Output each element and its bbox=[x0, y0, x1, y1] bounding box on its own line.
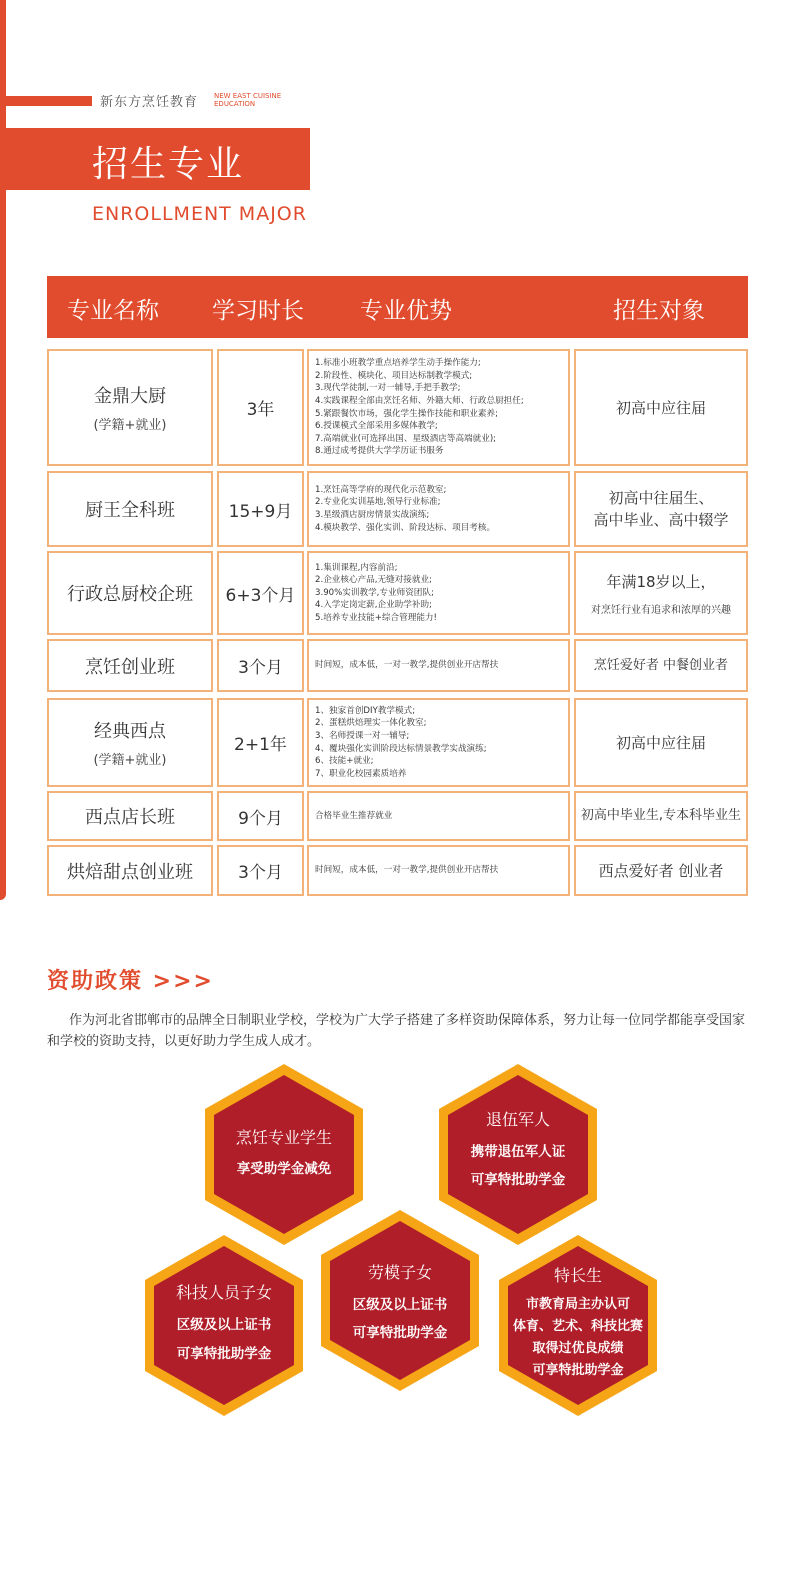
target-cell bbox=[574, 639, 748, 692]
target-text: 初高中应往届 bbox=[615, 733, 706, 752]
section-title: 招生专业 bbox=[92, 144, 245, 185]
duration: 15+9月 bbox=[228, 501, 293, 522]
target-cell bbox=[574, 471, 748, 547]
major-name: 行政总厨校企班 bbox=[67, 584, 193, 605]
hexagon-title: 退伍军人 bbox=[485, 1110, 550, 1129]
advantage-line: 6.授课模式全部采用多媒体教学; bbox=[315, 421, 438, 432]
brand-name-en: NEW EAST CUISINE EDUCATION bbox=[214, 92, 282, 108]
advantage-line: 合格毕业生推荐就业 bbox=[315, 810, 393, 821]
target-cell bbox=[574, 551, 748, 635]
major-name-cell bbox=[47, 639, 213, 692]
policy-hexagon bbox=[143, 1233, 305, 1418]
duration-cell bbox=[217, 551, 304, 635]
advantage-line: 1.烹饪高等学府的现代化示范教室; bbox=[315, 484, 447, 495]
duration-cell bbox=[217, 698, 304, 787]
brand-divider bbox=[0, 96, 92, 106]
advantage-cell bbox=[307, 551, 570, 635]
major-name: 烹饪创业班 bbox=[85, 656, 175, 678]
target-text: 初高中应往届 bbox=[615, 398, 706, 417]
hexagon-line: 可享特批助学金 bbox=[532, 1363, 624, 1378]
major-name-cell bbox=[47, 551, 213, 635]
advantage-line: 7.高端就业(可选择出国、星级酒店等高端就业); bbox=[315, 433, 497, 444]
hexagon-title: 劳模子女 bbox=[367, 1263, 432, 1282]
target-text: 初高中毕业生,专本科毕业生 bbox=[580, 808, 742, 823]
advantage-cell bbox=[307, 845, 570, 896]
advantage-line: 时间短，成本低，一对一教学,提供创业开店帮扶 bbox=[315, 660, 499, 671]
header-target: 招生对象 bbox=[613, 298, 705, 324]
advantage-cell bbox=[307, 471, 570, 547]
hexagon-line: 享受助学金减免 bbox=[236, 1161, 332, 1177]
target-text: 西点爱好者 创业者 bbox=[598, 861, 724, 880]
hexagon-line: 体育、艺术、科技比赛 bbox=[512, 1319, 643, 1334]
duration: 3年 bbox=[246, 400, 275, 420]
major-name: 厨王全科班 bbox=[85, 500, 175, 521]
advantage-line: 4.入学定岗定薪,企业助学补助; bbox=[315, 600, 432, 611]
major-name-cell bbox=[47, 791, 213, 841]
advantage-line: 8.通过成考提供大学学历证书服务 bbox=[315, 446, 444, 457]
hexagon-line: 区级及以上证书 bbox=[176, 1317, 272, 1333]
major-name: 烘焙甜点创业班 bbox=[67, 861, 193, 883]
major-name: 金鼎大厨 bbox=[94, 386, 166, 407]
duration: 9个月 bbox=[238, 808, 283, 829]
target-text: 年满18岁以上， bbox=[606, 572, 716, 591]
advantage-cell bbox=[307, 349, 570, 466]
duration: 6+3个月 bbox=[225, 585, 296, 606]
hexagon-line: 取得过优良成绩 bbox=[532, 1341, 624, 1356]
duration: 2+1年 bbox=[234, 735, 287, 755]
advantage-line: 时间短，成本低，一对一教学,提供创业开店帮扶 bbox=[315, 865, 499, 876]
section-subtitle: ENROLLMENT MAJOR bbox=[92, 203, 307, 225]
advantage-cell bbox=[307, 639, 570, 692]
advantage-line: 2.阶段性、模块化、项目达标制教学模式; bbox=[315, 370, 473, 381]
advantage-line: 4、覆块强化实训阶段达标情景教学实战演练; bbox=[315, 743, 487, 754]
major-name-cell bbox=[47, 845, 213, 896]
target-text: 初高中往届生、 bbox=[608, 489, 714, 507]
major-name: 西点店长班 bbox=[85, 807, 175, 828]
advantage-line: 6、技能+就业; bbox=[315, 756, 374, 767]
major-note: (学籍+就业) bbox=[93, 418, 167, 433]
advantage-line: 2.专业化实训基地,领导行业标准; bbox=[315, 497, 441, 508]
target-note: 对烹饪行业有追求和浓厚的兴趣 bbox=[591, 604, 731, 616]
advantage-line: 5.培养专业技能+综合管理能力! bbox=[315, 612, 437, 623]
hexagon-title: 科技人员子女 bbox=[175, 1283, 272, 1302]
major-name-cell bbox=[47, 698, 213, 787]
advantage-line: 3.星级酒店厨房情景实战演练; bbox=[315, 510, 430, 520]
duration-cell bbox=[217, 471, 304, 547]
advantage-line: 1、独家首创DIY教学模式; bbox=[315, 705, 416, 716]
advantage-cell bbox=[307, 698, 570, 787]
advantage-line: 5.紧跟餐饮市场，强化学生操作技能和职业素养; bbox=[315, 408, 498, 419]
advantage-line: 2.企业核心产品,无缝对接就业; bbox=[315, 575, 432, 586]
duration: 3个月 bbox=[238, 863, 283, 883]
advantage-cell bbox=[307, 791, 570, 841]
header-major: 专业名称 bbox=[67, 298, 159, 324]
policy-hexagon bbox=[497, 1233, 659, 1418]
hexagon-line: 市教育局主办认可 bbox=[525, 1297, 630, 1312]
hexagon-title: 烹饪专业学生 bbox=[235, 1128, 332, 1147]
major-name: 经典西点 bbox=[94, 721, 166, 742]
advantage-line: 1.集训课程,内容前沿; bbox=[315, 562, 398, 573]
advantage-line: 3.90%实训教学,专业师资团队; bbox=[315, 587, 434, 598]
table-header bbox=[47, 276, 748, 338]
duration-cell bbox=[217, 349, 304, 466]
hexagon-line: 可享特批助学金 bbox=[352, 1325, 448, 1341]
major-note: (学籍+就业) bbox=[93, 753, 167, 768]
hexagon-line: 区级及以上证书 bbox=[352, 1297, 448, 1313]
major-name-cell bbox=[47, 471, 213, 547]
hexagon-line: 可享特批助学金 bbox=[176, 1346, 272, 1362]
brand-name-cn: 新东方烹饪教育 bbox=[100, 95, 199, 110]
duration: 3个月 bbox=[238, 658, 283, 678]
policy-title: 资助政策 >>> bbox=[47, 969, 214, 994]
target-cell bbox=[574, 349, 748, 466]
duration-cell bbox=[217, 845, 304, 896]
advantage-line: 3、名师授课一对一辅导; bbox=[315, 730, 410, 741]
header-duration: 学习时长 bbox=[212, 298, 304, 324]
target-cell bbox=[574, 698, 748, 787]
policy-hexagon bbox=[319, 1208, 481, 1393]
target-text: 高中毕业、高中辍学 bbox=[593, 511, 729, 529]
major-name-cell bbox=[47, 349, 213, 466]
duration-cell bbox=[217, 791, 304, 841]
duration-cell bbox=[217, 639, 304, 692]
advantage-line: 7、职业化校园素质培养 bbox=[315, 768, 407, 779]
advantage-line: 1.标准小班教学重点培养学生动手操作能力; bbox=[315, 358, 481, 369]
advantage-line: 3.现代学徒制,一对一辅导,手把手教学; bbox=[315, 383, 461, 394]
advantage-line: 4.实践课程全部由烹饪名师、外籍大师、行政总厨担任; bbox=[315, 395, 524, 406]
target-cell bbox=[574, 791, 748, 841]
hexagon-title: 特长生 bbox=[553, 1266, 602, 1285]
advantage-line: 4.模块教学、强化实训、阶段达标、项目考核。 bbox=[315, 522, 496, 533]
header-advantage: 专业优势 bbox=[360, 298, 452, 324]
target-text: 烹饪爱好者 中餐创业者 bbox=[593, 657, 729, 673]
hexagon-line: 携带退伍军人证 bbox=[470, 1144, 566, 1160]
advantage-line: 2、蛋糕烘焙理实一体化教室; bbox=[315, 718, 427, 729]
policy-paragraph: 作为河北省邯郸市的品牌全日制职业学校，学校为广大学子搭建了多样资助保障体系，努力让每一位同学都能享受国家和学校的资助支持，以更好助力学生成人成才。 bbox=[47, 1013, 746, 1049]
hexagon-line: 可享特批助学金 bbox=[470, 1172, 566, 1188]
target-cell bbox=[574, 845, 748, 896]
